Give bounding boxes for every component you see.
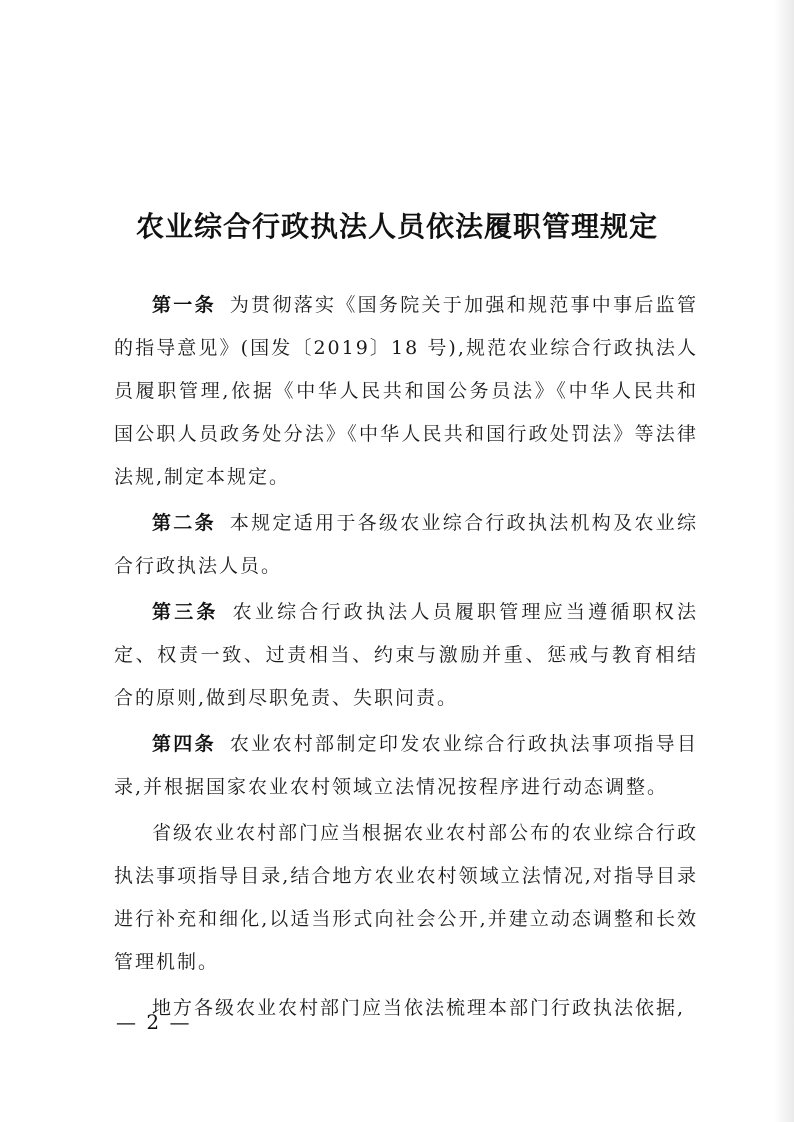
- paragraph-provincial: 省级农业农村部门应当根据农业农村部公布的农业综合行政执法事项指导目录,结合地方农业农村领域立法情况,对指导目录进行补充和细化,以适当形式向社会公开,并建立动态调整和长效管理机制。: [114, 822, 699, 973]
- article-2: [114, 502, 698, 588]
- document-body: [114, 284, 698, 1033]
- page-edge-shadow: [774, 0, 794, 1122]
- page-number: — 2 —: [116, 1010, 192, 1034]
- article-4-text: 农业农村部制定印发农业综合行政执法事项指导目录,并根据国家农业农村领域立法情况按程序进行动态调整。: [114, 733, 698, 798]
- article-1-label: 第一条: [152, 294, 216, 316]
- article-2-text: 本规定适用于各级农业综合行政执法机构及农业综合行政执法人员。: [114, 512, 698, 577]
- article-4: [114, 723, 698, 809]
- article-1-text: 为贯彻落实《国务院关于加强和规范事中事后监管的指导意见》(国发〔2019〕18 号),规范农业综合行政执法人员履职管理,依据《中华人民共和国公务员法》《中华人民共和国公职人员政务处分法》《中华人民共和国行政处罚法》等法律法规,制定本规定。: [114, 294, 698, 488]
- article-4-label: 第四条: [152, 733, 216, 755]
- article-3-text: 农业综合行政执法人员履职管理应当遵循职权法定、权责一致、过责相当、约束与激励并重、惩戒与教育相结合的原则,做到尽职免责、失职问责。: [114, 601, 698, 709]
- paragraph-local: 地方各级农业农村部门应当依法梳理本部门行政执法依据,: [152, 997, 686, 1019]
- article-2-label: 第二条: [152, 512, 216, 534]
- article-3: [114, 591, 698, 720]
- document-title: 农业综合行政执法人员依法履职管理规定: [135, 210, 658, 243]
- article-3-label: 第三条: [152, 601, 219, 623]
- article-1: [114, 284, 698, 499]
